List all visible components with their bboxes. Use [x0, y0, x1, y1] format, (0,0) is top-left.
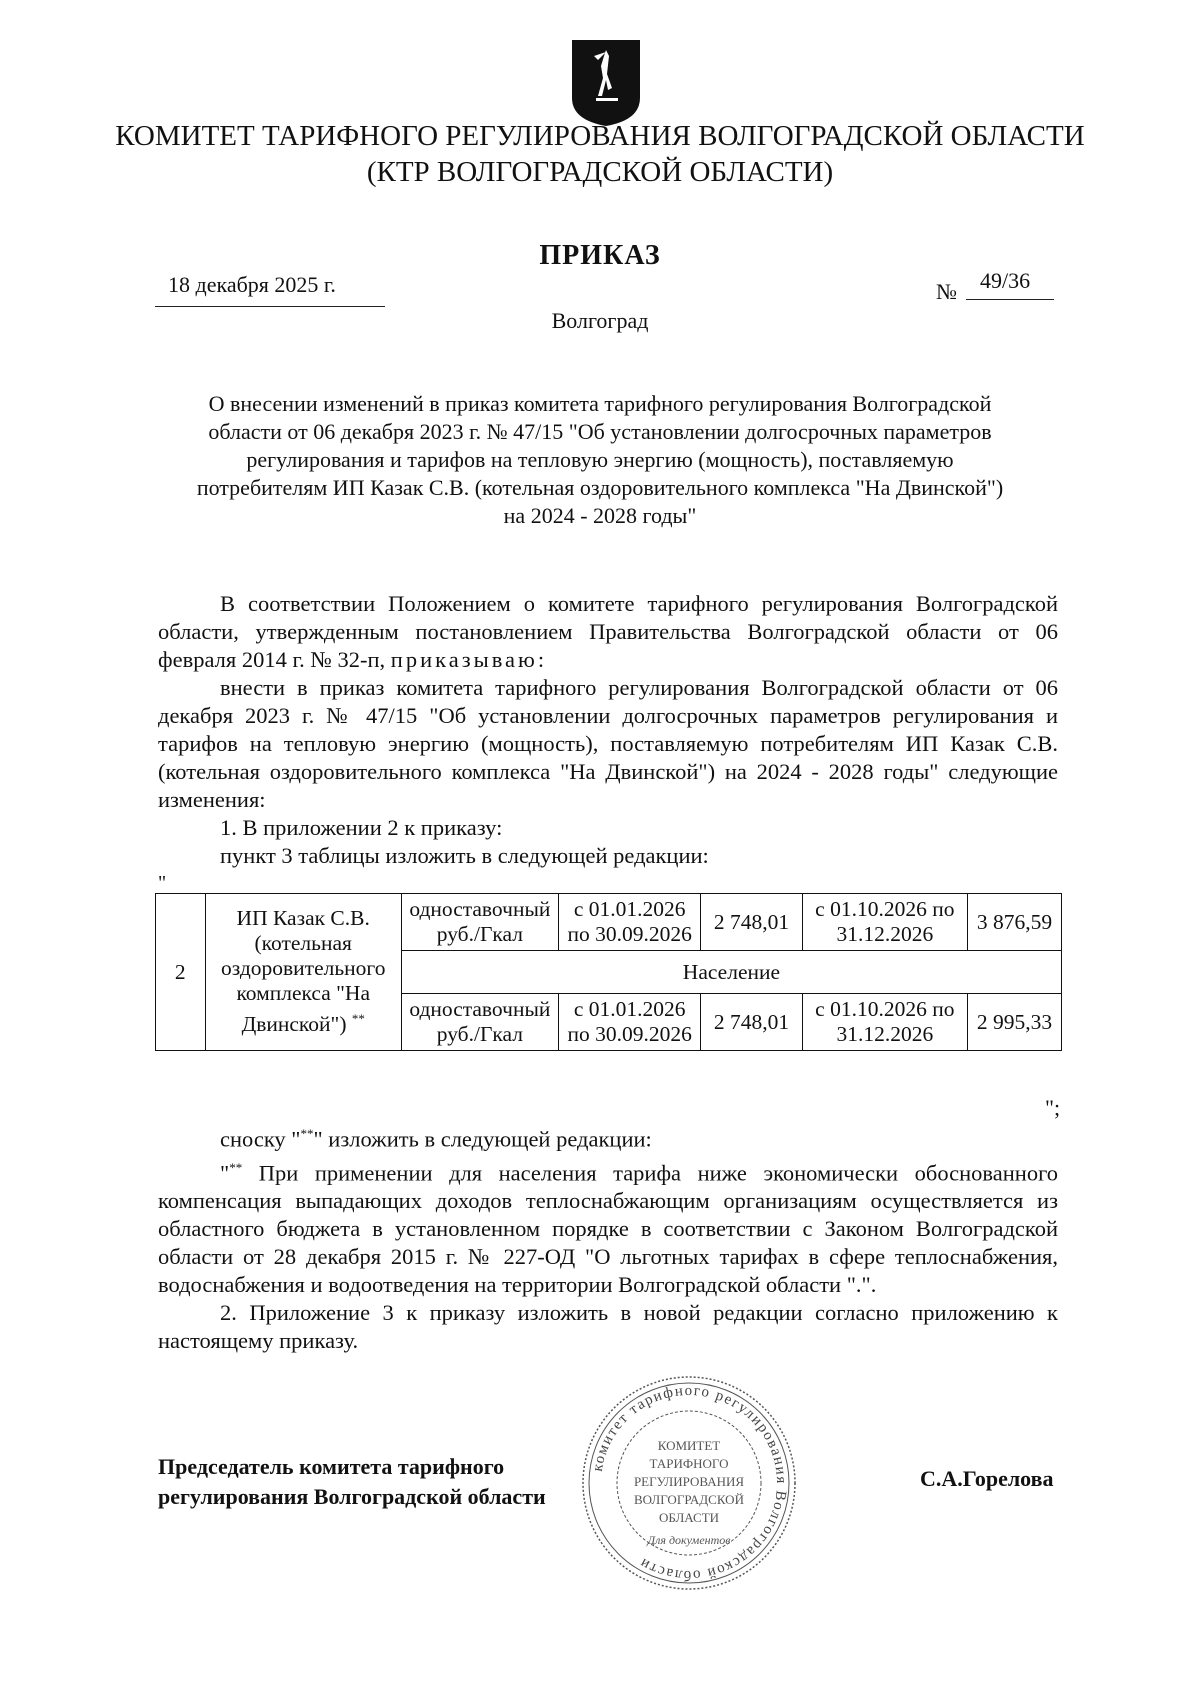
subject-line: О внесении изменений в приказ комитета тарифного регулирования Волгоградской: [208, 391, 992, 416]
number-underline: [966, 299, 1054, 300]
signatory-name: С.А.Горелова: [920, 1466, 1054, 1491]
tariff-table: [155, 893, 1062, 1051]
order-date: 18 декабря 2025 г.: [168, 272, 336, 297]
period-cell: с 01.01.2026 по 30.09.2026: [558, 994, 701, 1051]
organization-name: КОМИТЕТ ТАРИФНОГО РЕГУЛИРОВАНИЯ ВОЛГОГРАДСКОЙ ОБЛАСТИ: [115, 120, 1085, 152]
date-underline: [155, 306, 385, 307]
item-1-subpoint: пункт 3 таблицы изложить в следующей редакции:: [220, 843, 709, 868]
footnote-quote: ": [220, 1160, 230, 1185]
subject-line: потребителям ИП Казак С.В. (котельная оздоровительного комплекса "На Двинской"): [196, 475, 1004, 500]
order-body-bottom: [158, 1120, 1058, 1355]
table-row: [156, 894, 1062, 951]
population-cell: Население: [401, 951, 1061, 994]
value-cell: 2 748,01: [701, 894, 802, 951]
seal-center-line: ОБЛАСТИ: [658, 1510, 720, 1525]
order-subject: [150, 390, 1050, 530]
subject-line: области от 06 декабря 2023 г. № 47/15 "Об установлении долгосрочных параметров: [208, 419, 992, 444]
organization-cell: [205, 894, 401, 1051]
seal-center-line: ВОЛГОГРАДСКОЙ: [634, 1492, 744, 1507]
document-title: ПРИКАЗ: [539, 240, 661, 271]
footnote-marker: **: [351, 1011, 365, 1027]
tariff-type-cell: одноставочный руб./Гкал: [401, 994, 558, 1051]
order-number: 49/36: [980, 268, 1031, 293]
footnote-intro-start: сноску ": [220, 1126, 301, 1152]
order-body-top: [158, 590, 1058, 870]
footnote-text: При применении для населения тарифа ниже экономически обоснованного компенсация выпадающих доходов теплоснабжающим организациям осуществляется из областного бюджета в установленном порядке в соответствии с Законом Волгоградской области от 28 декабря 2015 г. № 227-ОД "О льготных тарифах в сфере теплоснабжения, водоснабжения и водоотведения на территории Волгоградской области ".".: [158, 1160, 1058, 1297]
preamble-text: В соответствии Положением о комитете тарифного регулирования Волгоградской области, утвержденным постановлением Правительства Волгоградской области от 06 февраля 2014 г. № 32-п,: [158, 591, 1058, 672]
organization-text: ИП Казак С.В. (котельная оздоровительного комплекса "На Двинской"): [220, 906, 386, 1037]
seal-center-line: ТАРИФНОГО: [649, 1456, 729, 1471]
signatory-title-line: Председатель комитета тарифного: [158, 1454, 505, 1479]
city: Волгоград: [551, 308, 649, 333]
signatory-title: [158, 1452, 546, 1512]
item-2: 2. Приложение 3 к приказу изложить в новой редакции согласно приложению к настоящему приказу.: [158, 1300, 1058, 1353]
seal-center-line: РЕГУЛИРОВАНИЯ: [633, 1474, 745, 1489]
period-cell: с 01.10.2026 по 31.12.2026: [802, 994, 967, 1051]
seal-ring-text: комитет тарифного регулирования Волгоградской области: [589, 1382, 790, 1584]
table-quote-close: ";: [1045, 1095, 1061, 1120]
signatory-title-line: регулирования Волгоградской области: [158, 1484, 546, 1509]
period-cell: с 01.10.2026 по 31.12.2026: [802, 894, 967, 951]
seal-bottom-text: Для документов: [647, 1533, 731, 1547]
official-seal: [578, 1372, 800, 1594]
value-cell: 2 995,33: [967, 994, 1061, 1051]
table-quote-open: ": [158, 872, 167, 894]
value-cell: 2 748,01: [701, 994, 802, 1051]
item-1: 1. В приложении 2 к приказу:: [220, 815, 503, 840]
subject-line: на 2024 - 2028 годы": [503, 503, 697, 528]
organization-short-name: (КТР ВОЛГОГРАДСКОЙ ОБЛАСТИ): [366, 156, 834, 188]
footnote-marker: **: [229, 1159, 243, 1175]
preamble-paragraph: [158, 590, 1058, 674]
period-cell: с 01.01.2026 по 30.09.2026: [558, 894, 701, 951]
footnote-intro: [158, 1120, 1058, 1154]
order-number-label: №: [936, 279, 957, 304]
row-number-cell: 2: [156, 894, 206, 1051]
footnote-marker: **: [300, 1126, 314, 1141]
subject-line: регулирования и тарифов на тепловую энергию (мощность), поставляемую: [246, 447, 954, 472]
footnote-intro-end: " изложить в следующей редакции:: [313, 1126, 652, 1152]
order-word: приказываю:: [390, 647, 548, 672]
footnote-paragraph: [158, 1154, 1058, 1300]
coat-of-arms-emblem: [568, 36, 644, 128]
tariff-type-cell: одноставочный руб./Гкал: [401, 894, 558, 951]
amend-paragraph: внести в приказ комитета тарифного регулирования Волгоградской области от 06 декабря 2023 г. № 47/15 "Об установлении долгосрочных параметров регулирования и тарифов на тепловую энергию (мощность), поставляемую потребителям ИП Казак С.В. (котельная оздоровительного комплекса "На Двинской") на 2024 - 2028 годы" следующие изменения:: [158, 675, 1058, 812]
seal-center-line: КОМИТЕТ: [657, 1438, 721, 1453]
value-cell: 3 876,59: [967, 894, 1061, 951]
